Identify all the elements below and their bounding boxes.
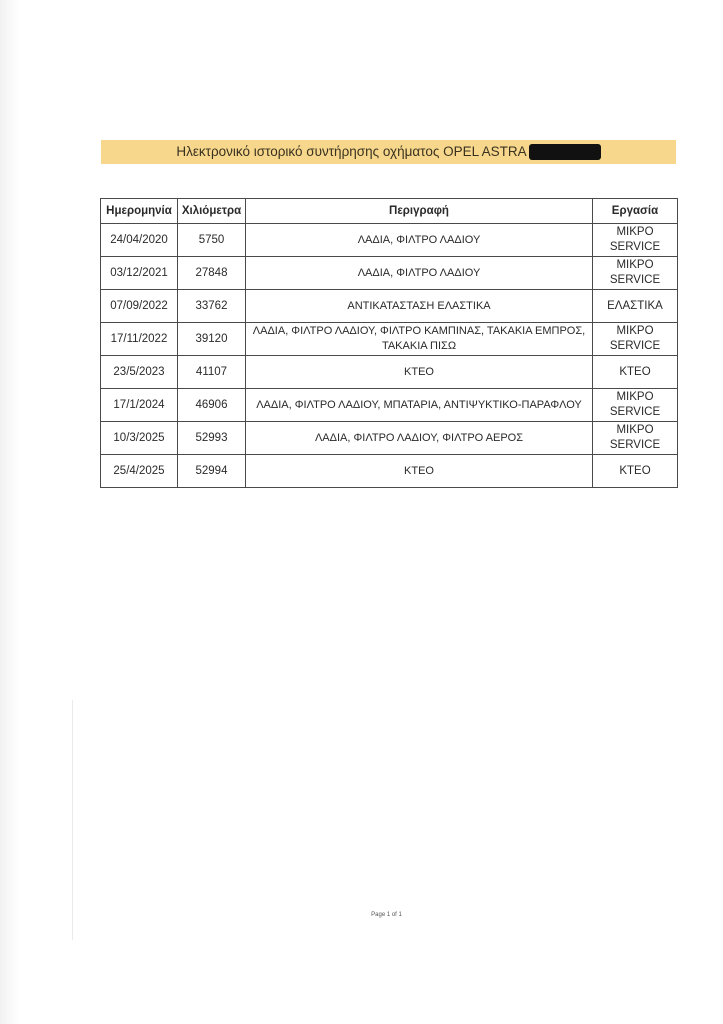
cell-work: ΜΙΚΡΟ SERVICE [593,224,678,257]
maintenance-history-table [100,198,678,488]
table-row [101,356,678,389]
header-km: Χιλιόμετρα [178,199,246,224]
cell-date: 25/4/2025 [101,455,178,488]
table-row [101,455,678,488]
scan-artifact-line [72,700,73,940]
cell-work: ΜΙΚΡΟ SERVICE [593,257,678,290]
table-row [101,389,678,422]
cell-km: 5750 [178,224,246,257]
cell-date: 17/1/2024 [101,389,178,422]
cell-date: 24/04/2020 [101,224,178,257]
table-row [101,422,678,455]
cell-work: ΜΙΚΡΟ SERVICE [593,422,678,455]
cell-work: ΕΛΑΣΤΙΚΑ [593,290,678,323]
cell-km: 39120 [178,323,246,356]
table-row [101,323,678,356]
cell-km: 41107 [178,356,246,389]
redaction-block [529,144,601,160]
cell-description: ΛΑΔΙΑ, ΦΙΛΤΡΟ ΛΑΔΙΟΥ, ΜΠΑΤΑΡΙΑ, ΑΝΤΙΨΥΚΤΙΚΟ-ΠΑΡΑΦΛΟΥ [246,389,593,422]
cell-date: 03/12/2021 [101,257,178,290]
page-footer: Page 1 of 1 [371,912,402,918]
document-title-bar [101,140,676,164]
table-header-row [101,199,678,224]
cell-description: ΛΑΔΙΑ, ΦΙΛΤΡΟ ΛΑΔΙΟΥ [246,224,593,257]
cell-km: 27848 [178,257,246,290]
header-description: Περιγραφή [246,199,593,224]
cell-work: ΜΙΚΡΟ SERVICE [593,323,678,356]
cell-work: ΜΙΚΡΟ SERVICE [593,389,678,422]
cell-description: ΛΑΔΙΑ, ΦΙΛΤΡΟ ΛΑΔΙΟΥ, ΦΙΛΤΡΟ ΑΕΡΟΣ [246,422,593,455]
cell-description: ΚΤΕΟ [246,356,593,389]
table-row [101,290,678,323]
cell-date: 07/09/2022 [101,290,178,323]
cell-km: 33762 [178,290,246,323]
cell-km: 52993 [178,422,246,455]
cell-km: 46906 [178,389,246,422]
cell-description: ΛΑΔΙΑ, ΦΙΛΤΡΟ ΛΑΔΙΟΥ, ΦΙΛΤΡΟ ΚΑΜΠΙΝΑΣ, ΤΑΚΑΚΙΑ ΕΜΠΡΟΣ, ΤΑΚΑΚΙΑ ΠΙΣΩ [246,323,593,356]
document-title: Ηλεκτρονικό ιστορικό συντήρησης οχήματος OPEL ASTRA [176,144,527,160]
scan-edge-shadow [0,0,20,1024]
cell-date: 10/3/2025 [101,422,178,455]
table-row [101,224,678,257]
cell-description: ΚΤΕΟ [246,455,593,488]
cell-work: ΚΤΕΟ [593,455,678,488]
table-row [101,257,678,290]
cell-work: ΚΤΕΟ [593,356,678,389]
cell-date: 17/11/2022 [101,323,178,356]
cell-date: 23/5/2023 [101,356,178,389]
header-work: Εργασία [593,199,678,224]
cell-description: ΑΝΤΙΚΑΤΑΣΤΑΣΗ ΕΛΑΣΤΙΚΑ [246,290,593,323]
cell-km: 52994 [178,455,246,488]
header-date: Ημερομηνία [101,199,178,224]
cell-description: ΛΑΔΙΑ, ΦΙΛΤΡΟ ΛΑΔΙΟΥ [246,257,593,290]
